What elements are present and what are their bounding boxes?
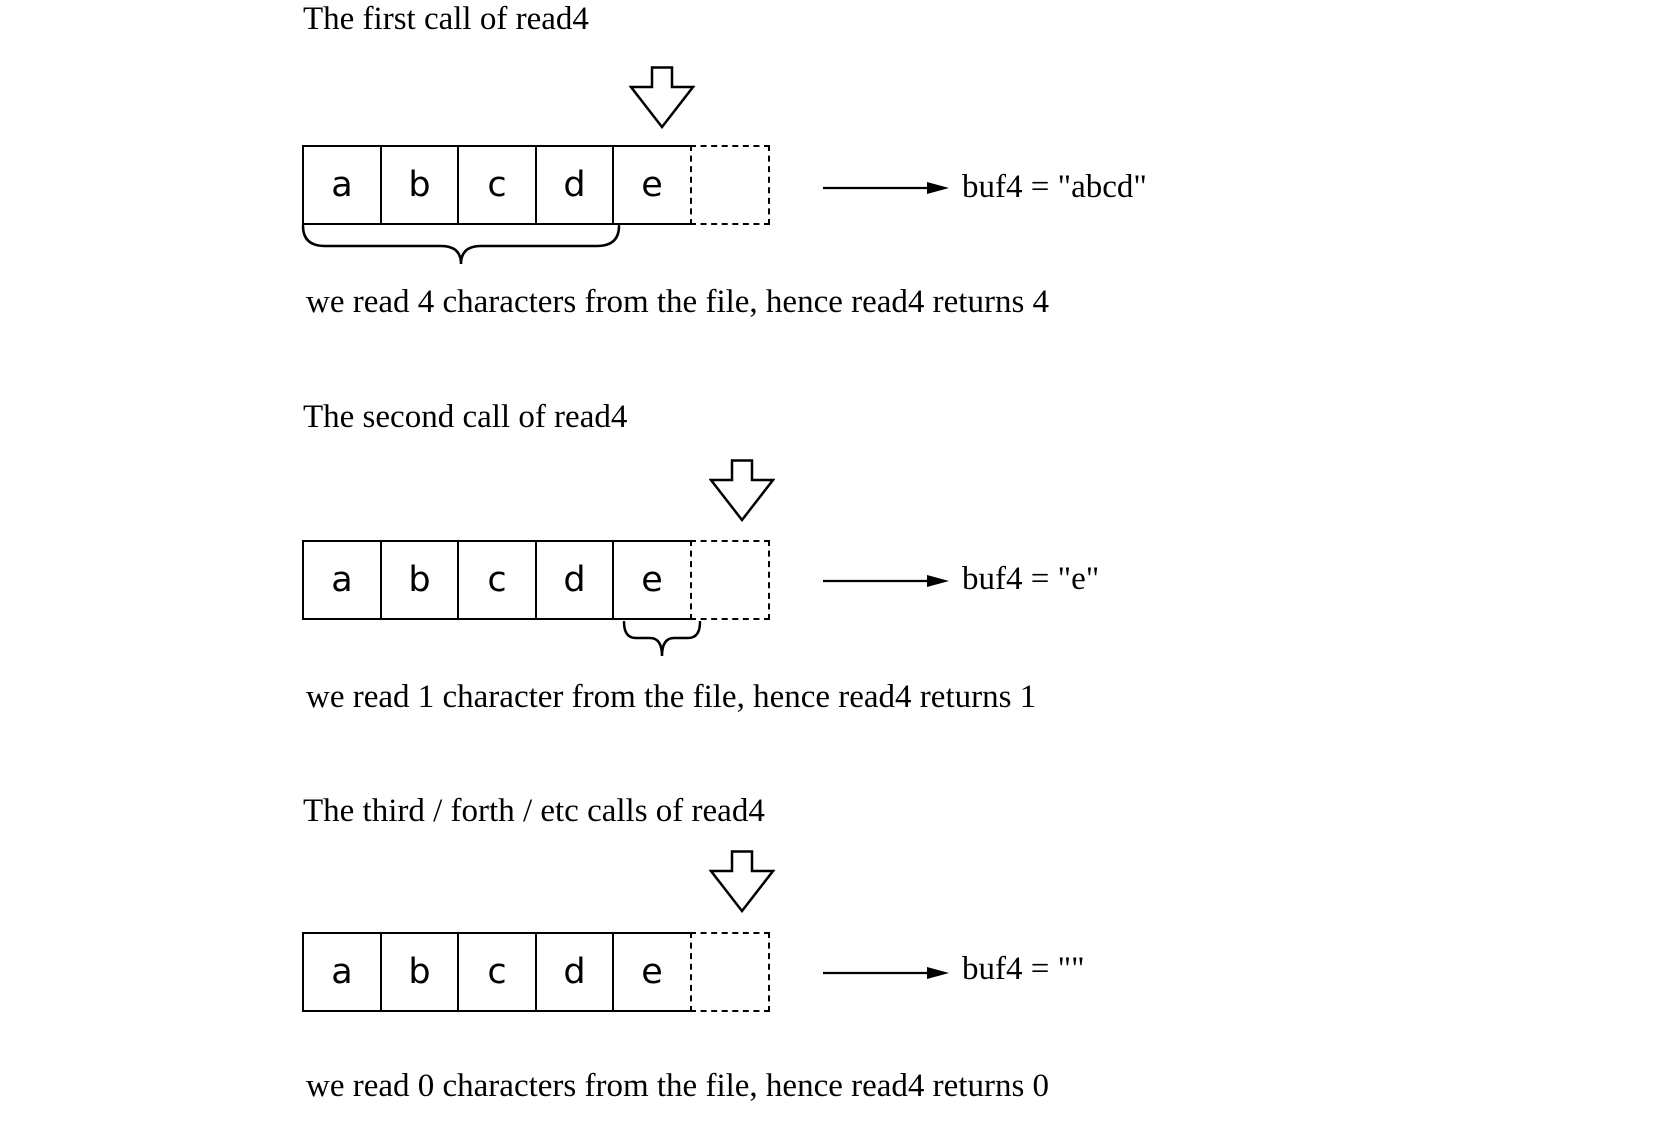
buffer-cell-a: a (302, 932, 382, 1012)
file-buffer-row (302, 932, 770, 1012)
buffer-cell-a: a (302, 145, 382, 225)
file-buffer-row (302, 145, 770, 225)
section1-caption: we read 4 characters from the file, hence read4 returns 4 (306, 284, 1050, 320)
result-text: buf4 = "e" (962, 561, 1100, 597)
buffer-cell-c: c (457, 145, 537, 225)
buffer-cell-d: d (535, 145, 615, 225)
buffer-cell-b: b (380, 540, 460, 620)
result-text: buf4 = "abcd" (962, 169, 1147, 205)
section3-caption: we read 0 characters from the file, hence read4 returns 0 (306, 1068, 1050, 1104)
buffer-cell-d: d (535, 540, 615, 620)
buffer-cell-b: b (380, 932, 460, 1012)
buffer-cell-b: b (380, 145, 460, 225)
buffer-cell-c: c (457, 540, 537, 620)
section2-caption: we read 1 character from the file, hence read4 returns 1 (306, 679, 1037, 715)
buffer-cell-e: e (612, 932, 692, 1012)
result-text: buf4 = "" (962, 951, 1085, 987)
buffer-cell-e: e (612, 540, 692, 620)
buffer-cell-empty (690, 540, 770, 620)
buffer-cell-d: d (535, 932, 615, 1012)
read-range-brace-icon (301, 225, 623, 267)
section2-title: The second call of read4 (303, 399, 628, 435)
file-pointer-arrow-icon (709, 850, 775, 913)
section1-title: The first call of read4 (303, 1, 589, 37)
file-buffer-row (302, 540, 770, 620)
buffer-cell-empty (690, 145, 770, 225)
buffer-cell-e: e (612, 145, 692, 225)
file-pointer-arrow-icon (709, 459, 775, 522)
section3-title: The third / forth / etc calls of read4 (303, 793, 765, 829)
read-range-brace-icon (622, 621, 704, 659)
buffer-cell-a: a (302, 540, 382, 620)
result-arrow-icon (822, 572, 950, 590)
buffer-cell-c: c (457, 932, 537, 1012)
buffer-cell-empty (690, 932, 770, 1012)
result-arrow-icon (822, 964, 950, 982)
result-arrow-icon (822, 179, 950, 197)
file-pointer-arrow-icon (629, 66, 695, 129)
